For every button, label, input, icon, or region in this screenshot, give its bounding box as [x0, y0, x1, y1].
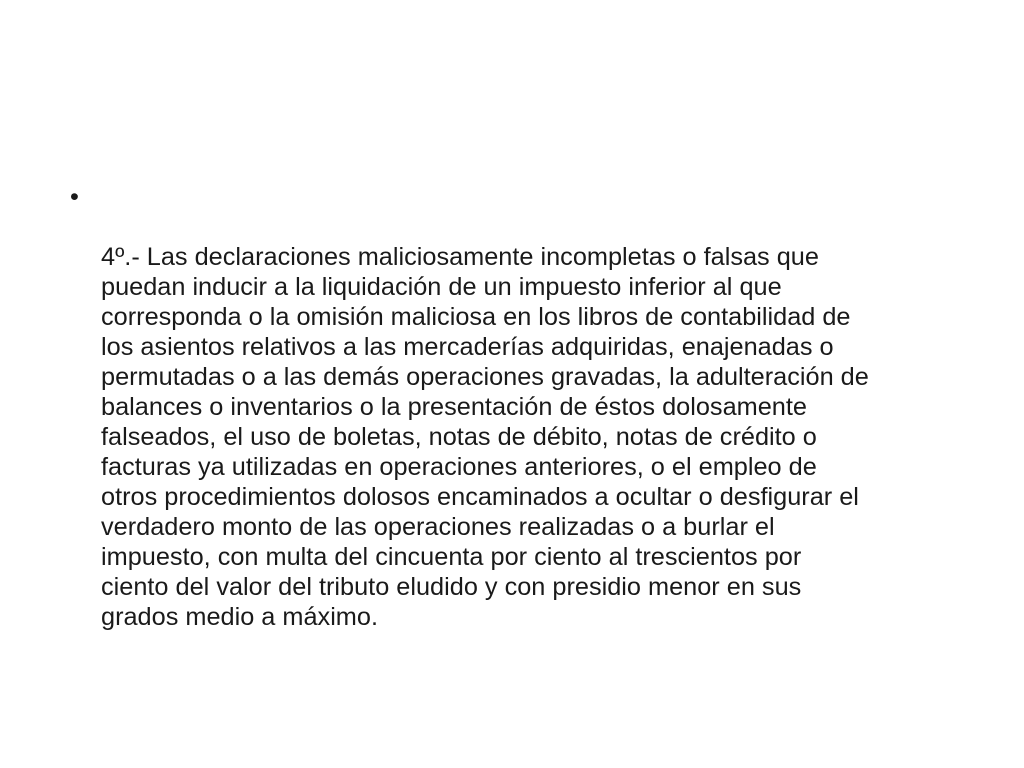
bullet-text: 4º.- Las declaraciones maliciosamente incompletas o falsas que puedan inducir a la liquidación de un impuesto inferior al que corresponda o la omisión maliciosa en los libros de contabilidad de los asientos relativos a las mercaderías adquiridas, enajenadas o permutadas o a las demás operaciones gravadas, la adulteración de balances o inventarios o la presentación de éstos dolosamente falseados, el uso de boletas, notas de débito, notas de crédito o facturas ya utilizadas en operaciones anteriores, o el empleo de otros procedimientos dolosos encaminados a ocultar o desfigurar el verdadero monto de las operaciones realizadas o a burlar el impuesto, con multa del cincuenta por ciento al trescientos por ciento del valor del tributo eludido y con presidio menor en sus grados medio a máximo. — [101, 243, 869, 631]
bullet-item — [70, 182, 970, 632]
bullet-marker: • — [70, 183, 79, 211]
bullet-list — [70, 182, 970, 632]
